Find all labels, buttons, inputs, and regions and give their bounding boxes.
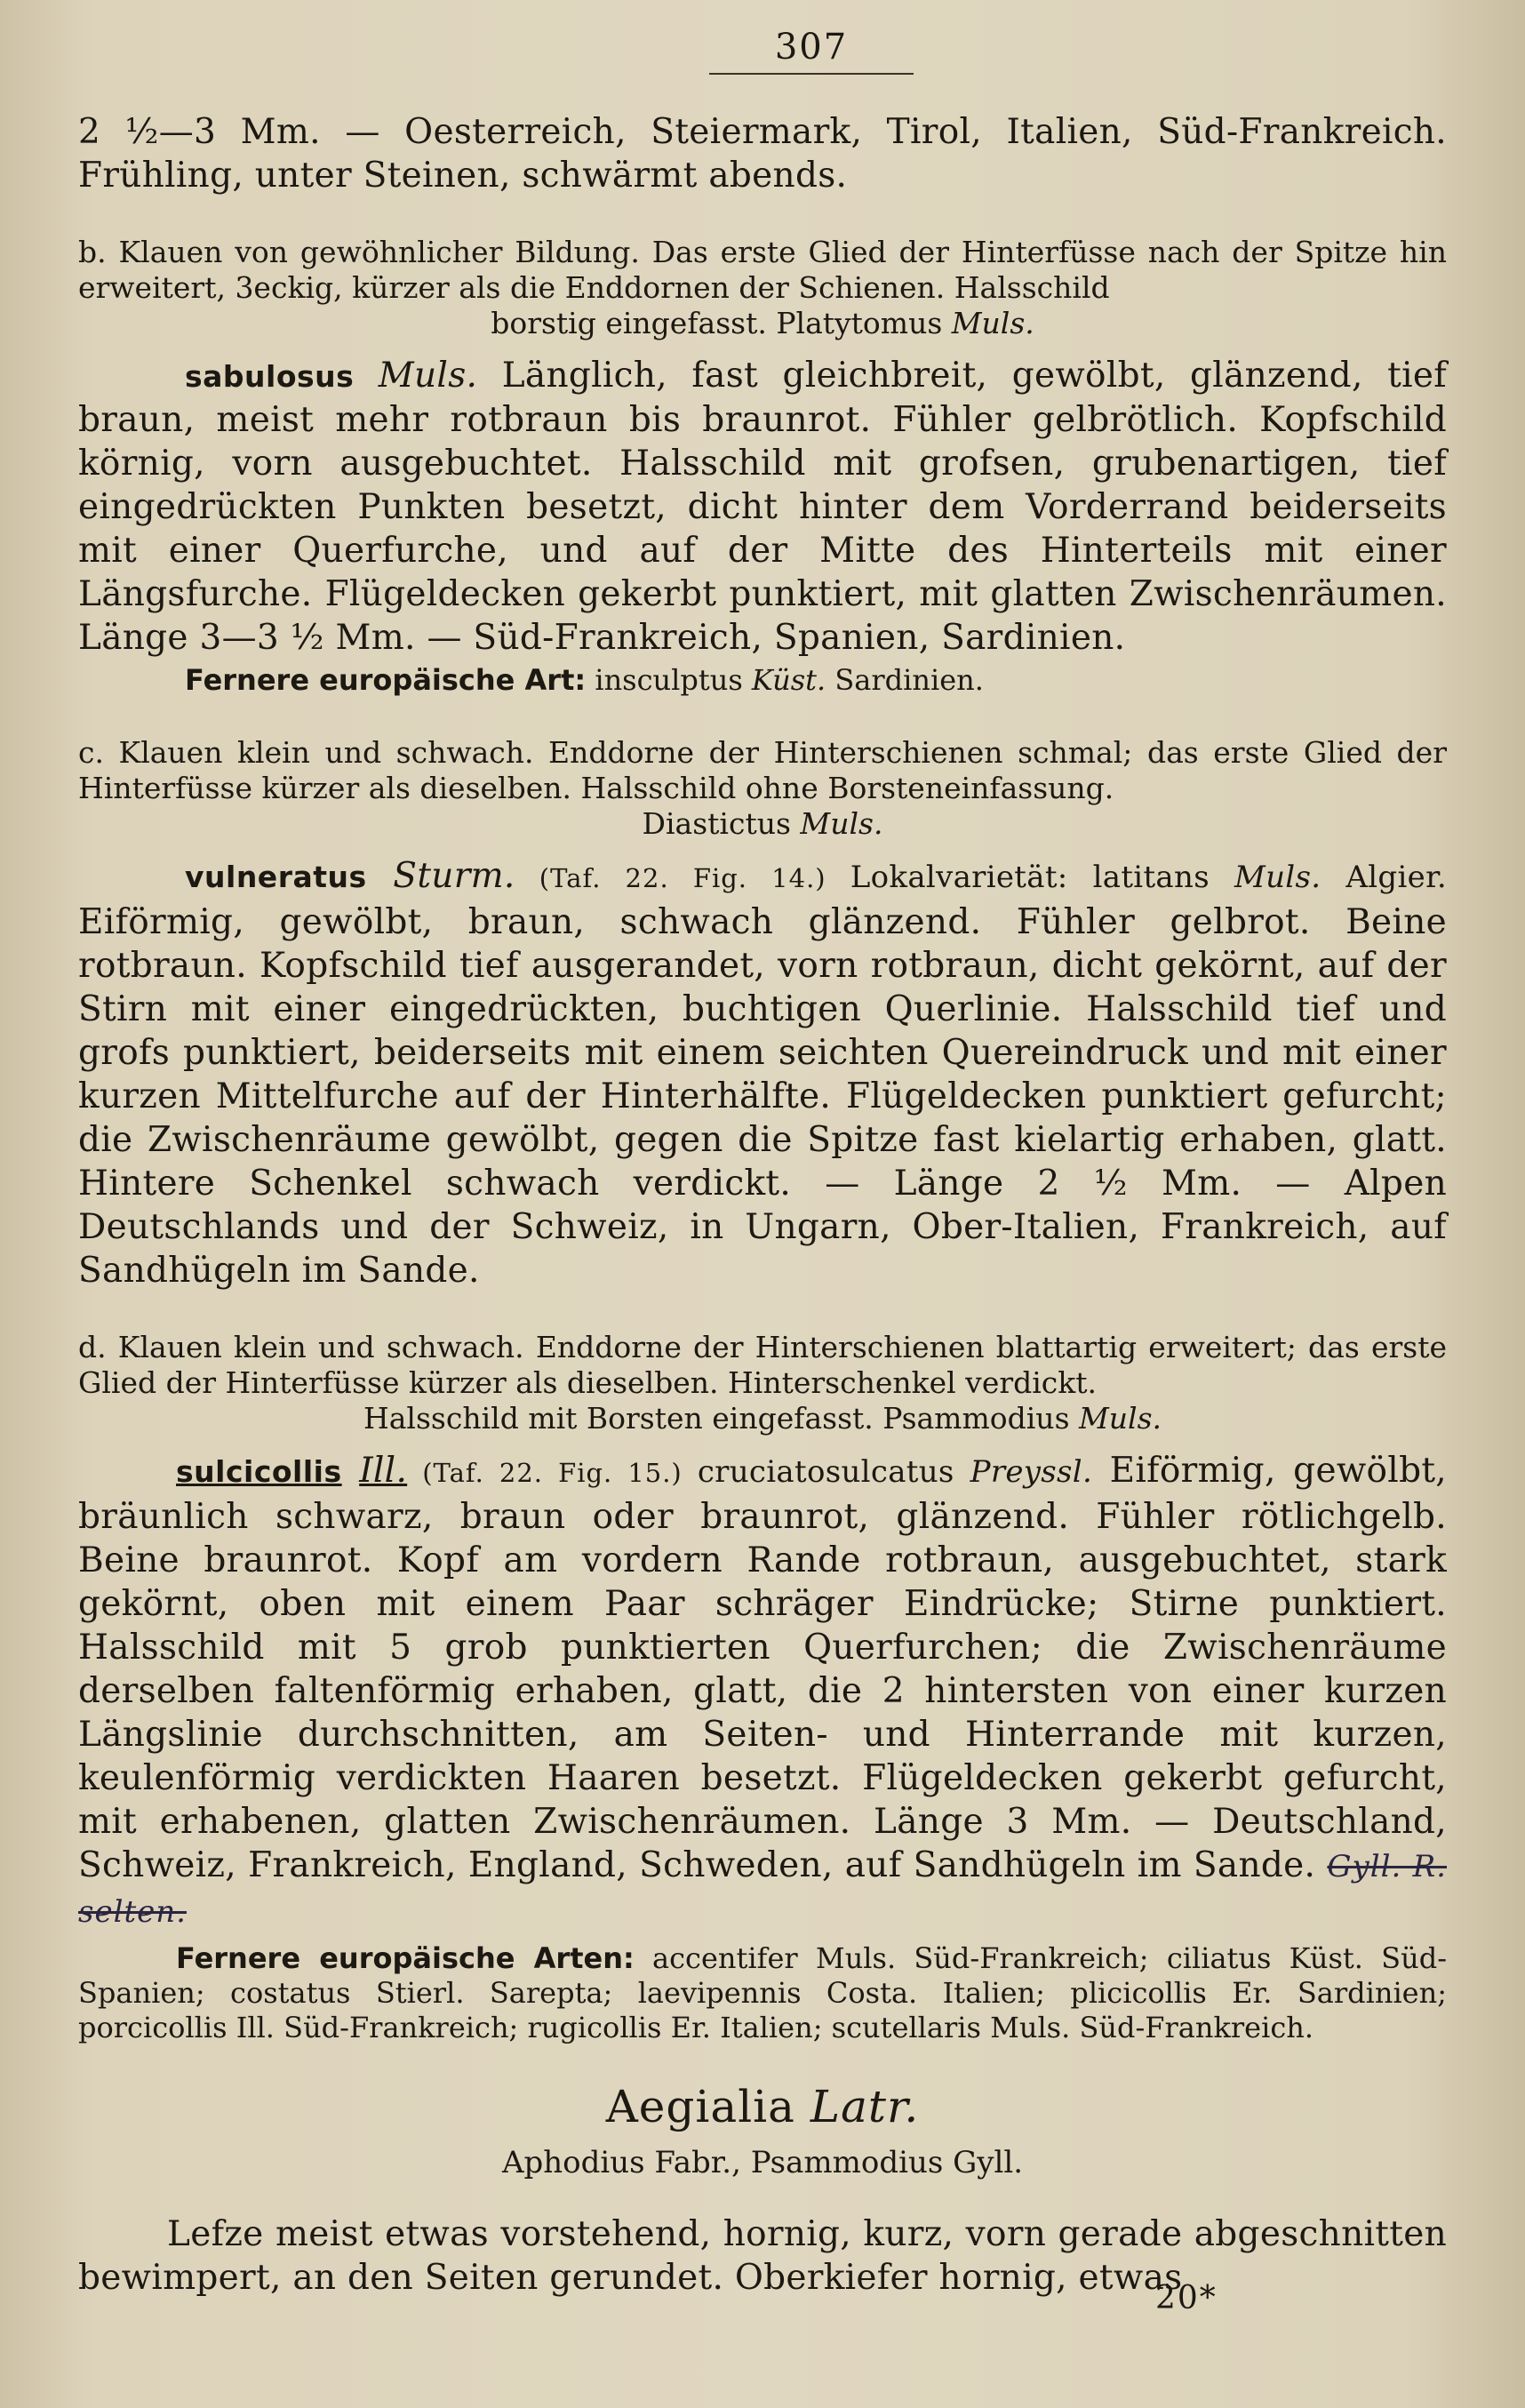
key-d-genus-author: Muls. — [1079, 1401, 1162, 1436]
species-sulcicollis — [78, 1449, 1447, 1934]
species-author-sabulosus: Muls. — [378, 356, 478, 396]
variety-author-vulneratus: Muls. — [1234, 860, 1321, 895]
synonym-sulcicollis: cruciatosulcatus — [697, 1454, 970, 1490]
species-name-sulcicollis: sulcicollis — [176, 1454, 342, 1489]
key-d-genus-name: Halsschild mit Borsten eingefasst. Psammodius — [363, 1401, 1079, 1436]
page-number: 307 — [774, 27, 849, 68]
species-author-vulneratus: Sturm. — [393, 856, 515, 896]
plate-ref-sulcicollis: (Taf. 22. Fig. 15.) — [407, 1458, 698, 1488]
genus-heading — [78, 2081, 1447, 2132]
further-author-1: Küst. — [751, 663, 826, 697]
key-c-genus — [78, 806, 1447, 842]
handwritten-note: Gyll. R. selten. — [78, 1849, 1447, 1930]
variety-tail-vulneratus: Algier. — [1321, 860, 1447, 895]
genus-description: Lefze meist etwas vorstehend, hornig, kurz, vorn gerade abgeschnitten bewimpert, an den Seiten gerundet. Oberkiefer hornig, etwas — [78, 2214, 1447, 2298]
key-b-genus-name: borstig eingefasst. Platytomus — [491, 306, 952, 340]
further-tail-1: Sardinien. — [826, 663, 984, 697]
key-c-genus-author: Muls. — [800, 806, 883, 841]
species-name-sabulosus: sabulosus — [185, 359, 355, 394]
synonym-author-sulcicollis: Preyssl. — [970, 1454, 1093, 1490]
species-desc-sulcicollis: Eiförmig, gewölbt, bräunlich schwarz, braun oder braunrot, glänzend. Fühler rötlichgelb. Beine braunrot. Kopf am vordern Rande rotbraun, ausgebuchtet, stark gekörnt, oben mit einem Paar schräger Eindrücke; Stirne punktiert. Halsschild mit 5 grob punktierten Querfurchen; die Zwischenräume derselben faltenförmig erhaben, glatt, die 2 hintersten von einer kurzen Längslinie durchschnitten, am Seiten- und Hinterrande mit kurzen, keulenförmig verdickten Haaren besetzt. Flügeldecken gekerbt gefurcht, mit erhabenen, glatten Zwischenräumen. Länge 3 Mm. — Deutschland, Schweiz, Frankreich, England, Schweden, auf Sandhügeln im Sande. — [78, 1451, 1447, 1885]
species-sabulosus — [78, 354, 1447, 660]
intro-paragraph: 2 ½—3 Mm. — Oesterreich, Steiermark, Tirol, Italien, Süd-Frankreich. Frühling, unter Steinen, schwärmt abends. — [78, 112, 1447, 196]
species-author-sulcicollis: Ill. — [359, 1451, 408, 1491]
key-c — [78, 735, 1447, 842]
genus-author: Latr. — [810, 2081, 920, 2132]
genus-synonyms: Aphodius Fabr., Psammodius Gyll. — [501, 2145, 1024, 2180]
page-content — [78, 27, 1447, 2300]
key-d-genus — [78, 1401, 1447, 1436]
genus-name: Aegialia — [605, 2081, 810, 2132]
key-b-text: b. Klauen von gewöhnlicher Bildung. Das erste Glied der Hinterfüsse nach der Spitze hin erweitert, 3eckig, kürzer als die Enddornen der Schienen. Halsschild — [78, 235, 1447, 305]
key-b-genus-author: Muls. — [951, 306, 1034, 340]
species-vulneratus — [78, 854, 1447, 1292]
plate-ref-vulneratus: (Taf. 22. Fig. 14.) — [515, 863, 850, 893]
key-b-genus — [78, 306, 1447, 341]
further-species-1 — [78, 663, 1447, 698]
key-b — [78, 235, 1447, 341]
further-text-2: accentifer Muls. Süd-Frankreich; ciliatus Küst. Süd-Spanien; costatus Stierl. Sarepta; laevipennis Costa. Italien; plicicollis Er. Sardinien; porcicollis Ill. Süd-Frankreich; rugicollis Er. Italien; scutellaris Muls. Süd-Frankreich. — [78, 1941, 1448, 2044]
species-name-vulneratus: vulneratus — [185, 860, 367, 894]
species-desc-vulneratus: Eiförmig, gewölbt, braun, schwach glänzend. Fühler gelbrot. Beine rotbraun. Kopfschild tief ausgerandet, vorn rotbraun, dicht gekörnt, auf der Stirn mit einer eingedrückten, buchtigen Querlinie. Halsschild tief und grofs punktiert, beiderseits mit einem seichten Quereindruck und mit einer kurzen Mittelfurche auf der Hinterhälfte. Flügeldecken punktiert gefurcht; die Zwischenräume gewölbt, gegen die Spitze fast kielartig erhaben, glatt. Hintere Schenkel schwach verdickt. — Länge 2 ½ Mm. — Alpen Deutschlands und der Schweiz, in Ungarn, Ober-Italien, Frankreich, auf Sandhügeln im Sande. — [78, 902, 1447, 1291]
key-c-genus-name: Diastictus — [642, 806, 801, 841]
variety-vulneratus: Lokalvarietät: latitans — [850, 860, 1234, 895]
signature-mark: 20* — [1155, 2280, 1218, 2316]
key-d-text: d. Klauen klein und schwach. Enddorne der Hinterschienen blattartig erweitert; das erste Glied der Hinterfüsse kürzer als dieselben. Hinterschenkel verdickt. — [78, 1330, 1447, 1400]
species-desc-sabulosus: Länglich, fast gleichbreit, gewölbt, glänzend, tief braun, meist mehr rotbraun bis braunrot. Fühler gelbrötlich. Kopfschild körnig, vorn ausgebuchtet. Halsschild mit grofsen, grubenartigen, tief eingedrückten Punkten besetzt, dicht hinter dem Vorderrand beiderseits mit einer Querfurche, und auf der Mitte des Hinterteils mit einer Längsfurche. Flügeldecken gekerbt punktiert, mit glatten Zwischenräumen. Länge 3—3 ½ Mm. — Süd-Frankreich, Spanien, Sardinien. — [78, 356, 1447, 658]
key-c-text: c. Klauen klein und schwach. Enddorne der Hinterschienen schmal; das erste Glied der Hinterfüsse kürzer als dieselben. Halsschild ohne Borsteneinfassung. — [78, 735, 1447, 805]
further-text-1: insculptus — [586, 663, 752, 697]
further-label-1: Fernere europäische Art: — [185, 663, 587, 697]
further-label-2: Fernere europäische Arten: — [176, 1941, 635, 1975]
further-species-2 — [78, 1941, 1447, 2045]
header-rule — [709, 73, 914, 75]
key-d — [78, 1330, 1447, 1436]
